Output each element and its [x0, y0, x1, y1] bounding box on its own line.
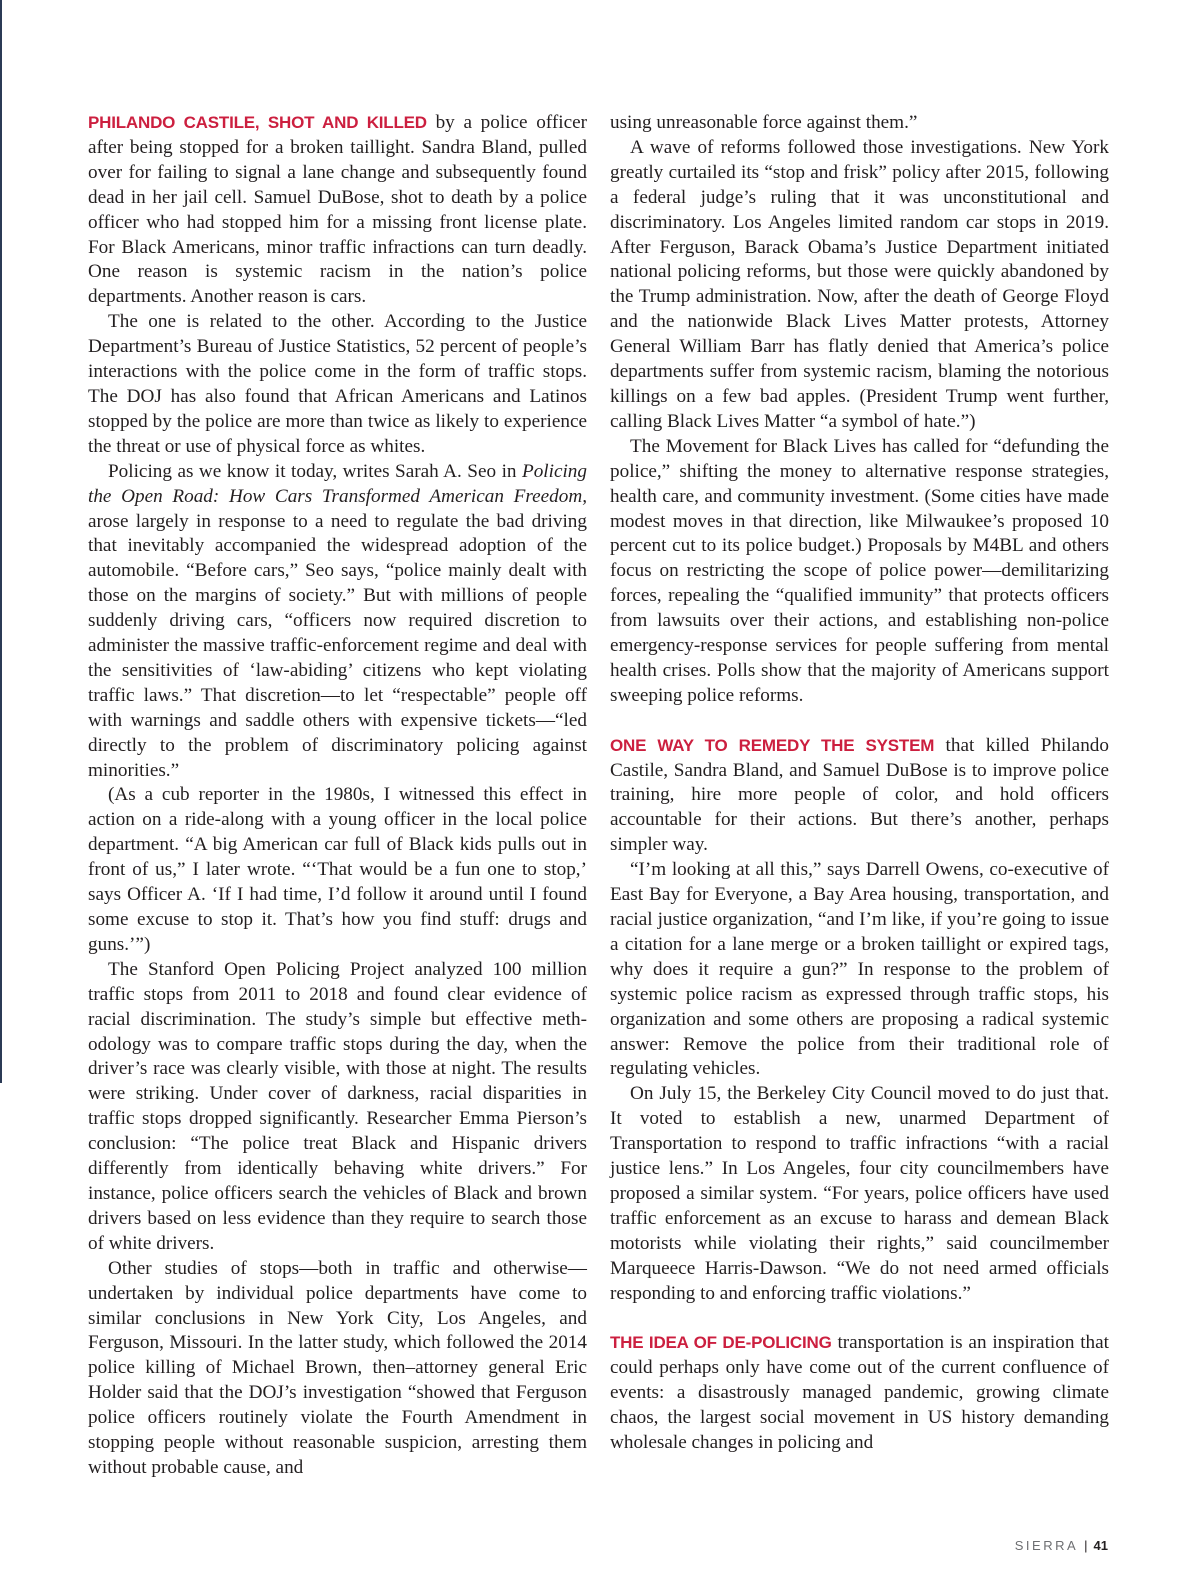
run-in-heading: PHILANDO CASTILE, SHOT AND KILLED [88, 113, 427, 132]
magazine-name: SIERRA [1014, 1538, 1079, 1553]
paragraph: “I’m looking at all this,” says Darrell Owens, co-executive of East Bay for Everyone, a Bay Area housing, transportation, and racial justice organization, “and I’m like, if you’re going to issue a citation for a lane merge or a broken taillight or expired tags, why does it require a gun?” In response to the problem of systemic police racism as expressed through traffic stops, his organization and some others are proposing a radical systemic answer: Remove the police from their traditional role of regulating vehicles. [610, 859, 1109, 1080]
page-folio [1015, 1538, 1108, 1553]
paragraph: Other studies of stops—both in traffic and otherwise—undertaken by individual police departments have come to similar conclusions in New York City, Los Angeles, and Ferguson, Missouri. In the latter study, which followed the 2014 police killing of Michael Brown, then–attorney general Eric Holder said that the DOJ’s investigation “showed that Ferguson police officers routinely violate the Fourth Amendment in stopping people without reasonable suspicion, arresting them without probable cause, and [88, 1257, 587, 1478]
article-column-right [610, 111, 1109, 1456]
paragraph-text: arose largely in response to a need to regulate the bad driving that inevitably accompanied the widespread adoption of the automobile. “Before cars,” Seo says, “police mainly dealt with those on the margins of society.” But with millions of people suddenly driving cars, “officers now required discretion to administer the massive traffic-enforcement regime and deal with the sensitivities of ‘law-abiding’ citizens who kept violating traffic laws.” That discretion—to let “respectable” people off with warnings and saddle others with expensive tickets—“led directly to the problem of discriminatory policing against minorities.” [88, 510, 587, 781]
folio-separator: | [1084, 1538, 1088, 1553]
paragraph [610, 734, 1109, 859]
run-in-heading: ONE WAY TO REMEDY THE SYSTEM [610, 735, 935, 755]
paragraph: The Movement for Black Lives has called for “defunding the police,” shifting the money to alternative response strategies, health care, and community investment. (Some cities have made modest moves in that direction, like Milwaukee’s proposed 10 percent cut to its police budget.) Proposals by M4BL and others focus on restricting the scope of police power—demilitarizing forces, repealing the “qualified immunity” that protects officers from lawsuits over their actions, and establishing non-police emergency-response services for people suffering from mental health crises. Polls show that the majority of Americans support sweeping police reforms. [610, 435, 1109, 706]
paragraph: The one is related to the other. According to the Justice Department’s Bureau of Justice Statistics, 52 percent of people’s interactions with the police come in the form of traffic stops. The DOJ has also found that African Americans and Latinos stopped by the police are more than twice as likely to experience the threat or use of physical force as whites. [88, 311, 587, 457]
paragraph-text: Policing as we know it today, writes Sarah A. Seo in [108, 460, 522, 482]
book-title: Policing the Open Road: How Cars Transformed American Freedom, [88, 460, 587, 507]
paragraph [88, 460, 587, 784]
paragraph: (As a cub reporter in the 1980s, I witnessed this effect in action on a ride-along with a young officer in the local police department. “A big American car full of Black kids pulls out in front of us,” I later wrote. “‘That would be a fun one to stop,’ says Officer A. ‘If I had time, I’d follow it around until I found some excuse to stop it. That’s how you find stuff: drugs and guns.’”) [88, 784, 587, 955]
paragraph: A wave of reforms followed those investigations. New York greatly curtailed its “stop and frisk” policy after 2015, following a federal judge’s ruling that it was unconstitutional and discriminatory. Los Angeles limited random car stops in 2019. After Ferguson, Barack Obama’s Justice Department initiated national policing reforms, but those were quickly abandoned by the Trump administration. Now, after the death of George Floyd and the nationwide Black Lives Matter protests, Attorney General William Barr has flatly denied that America’s police departments suffer from systemic racism, blaming the notorious killings on a few bad apples. (President Trump went further, calling Black Lives Matter “a symbol of hate.”) [610, 136, 1109, 432]
paragraph-text: that killed Philando Castile, Sandra Bland, and Samuel DuBose is to improve police training, hire more people of color, and hold officers accountable for their actions. But there’s another, perhaps simpler way. [610, 734, 1109, 856]
paragraph-text: transportation is an inspiration that could perhaps only have come out of the current confluence of events: a disastrously managed pandemic, growing climate chaos, the largest social movement in US history demanding wholesale changes in policing and [610, 1332, 1109, 1453]
paragraph: On July 15, the Berkeley City Council moved to do just that. It voted to establish a new, unarmed Department of Transportation to respond to traffic infractions “with a racial justice lens.” In Los Angeles, four city councilmembers have proposed a similar system. “For years, police officers have used traffic enforcement as an excuse to harass and demean Black motorists while violating their rights,” said councilmember Marqueece Harris-Dawson. “We do not need armed officials responding to and enforcing traffic violations.” [610, 1083, 1109, 1304]
paragraph-text: by a police officer after being stopped for a broken taillight. Sandra Bland, pulled over for failing to signal a lane change and subsequently found dead in her jail cell. Samuel DuBose, shot to death by a police officer who had stopped him for a missing front license plate. For Black Americans, minor traffic infractions can turn deadly. One reason is systemic racism in the nation’s police departments. Another reason is cars. [88, 112, 587, 308]
left-page-edge-rule [0, 0, 2, 1083]
paragraph: using unreasonable force against them.” [610, 112, 918, 133]
page-number: 41 [1093, 1538, 1108, 1553]
article-column-left [88, 111, 587, 1481]
paragraph [610, 1331, 1109, 1456]
run-in-heading: THE IDEA OF DE-POLICING [610, 1333, 832, 1353]
paragraph [88, 111, 587, 310]
paragraph: The Stanford Open Policing Project analyzed 100 million traffic stops from 2011 to 2018 and found clear evidence of racial discrimination. The study’s simple but effective methodology was to compare traffic stops during the day, when the driver’s race was clearly visible, with those at night. The results were striking. Under cover of darkness, racial disparities in traffic stops dropped significantly. Researcher Emma Pierson’s conclusion: “The police treat Black and Hispanic drivers differently from identically behaving white drivers.” For instance, police officers search the vehicles of Black and brown drivers based on less evidence than they require to search those of white drivers. [88, 958, 587, 1254]
